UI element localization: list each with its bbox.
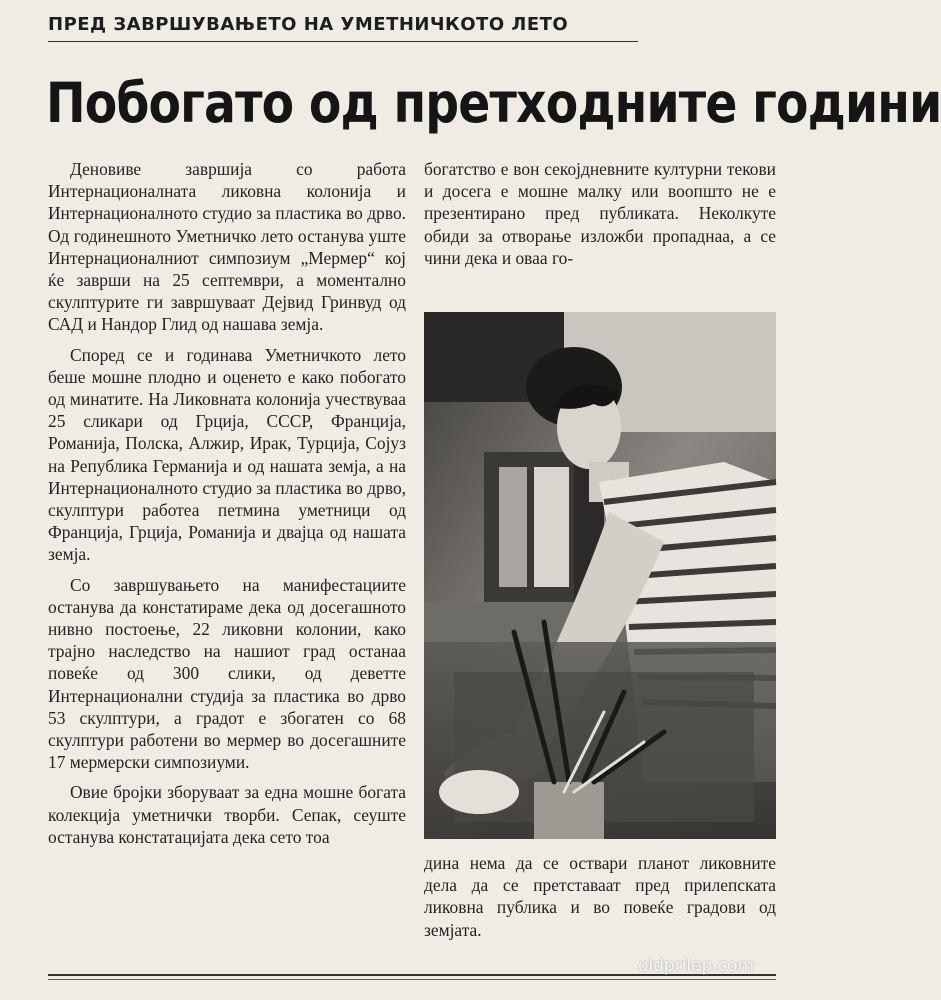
headline: Побогато од претходните години xyxy=(46,71,941,135)
photo-painter xyxy=(424,312,776,839)
paragraph: Според се и годинава Уметничкото лето беше мошне плодно и оценето е како побогато од минатите. На Ликовната колонија учествуваа 25 сликари од Грција, СССР, Франција, Романија, Полска, Алжир, Ирак, Турција, Сојуз на Република Германија и од нашата земја, а на Интернационалното студио за пластика во дрво, скулптури работеа петмина уметници од Франција, Грција, Романија и двајца од нашата земја. xyxy=(48,344,406,565)
article-right-column-bottom xyxy=(424,852,776,949)
paragraph: богатство е вон секојдневните културни текови и досега е мошне малку или воопшто не е презентирано пред публиката. Неколкуте обиди за отворање изложби пропаднаа, а се чини дека и оваа го- xyxy=(424,159,776,268)
article-left-column xyxy=(48,158,406,856)
paragraph: Со завршувањето на манифестациите останува да констатираме дека од досегашното нивно постоење, 22 ликовни колонии, како трајно наследство на нашиот град останаа повеќе од 300 слики, од деветте Интернационални студија за пластика во дрво 53 скулптури, а градот е збогатен со 68 скулптури работени во мермер во досегашните 17 мермерски симпозиуми. xyxy=(48,574,406,773)
paragraph: Овие бројки зборуваат за една мошне богата колекција уметнички творби. Сепак, сеуште останува констатацијата дека сето тоа xyxy=(48,782,406,847)
kicker: ПРЕД ЗАВРШУВАЊЕТО НА УМЕТНИЧКОТО ЛЕТО xyxy=(48,14,638,42)
bottom-rule-thin xyxy=(48,979,776,980)
article-right-column-top xyxy=(424,158,776,277)
article-photo xyxy=(424,312,776,839)
paragraph: Деновиве завршија со работа Интернационалната ликовна колонија и Интернационалното студио за пластика во дрво. Од годинешното Уметничко лето останува уште Интернационалниот симпозиум „Мермер“ кој ќе заврши на 25 септември, а моментално скулптурите ги завршуваат Дејвид Гринвуд од САД и Нандор Глид од нашава земја. xyxy=(48,159,406,335)
paragraph: дина нема да се оствари планот ликовните дела да се претставаат пред прилепската ликовна публика и во повеќе градови од земјата. xyxy=(424,853,776,940)
watermark: oldprilep.com xyxy=(638,956,755,976)
